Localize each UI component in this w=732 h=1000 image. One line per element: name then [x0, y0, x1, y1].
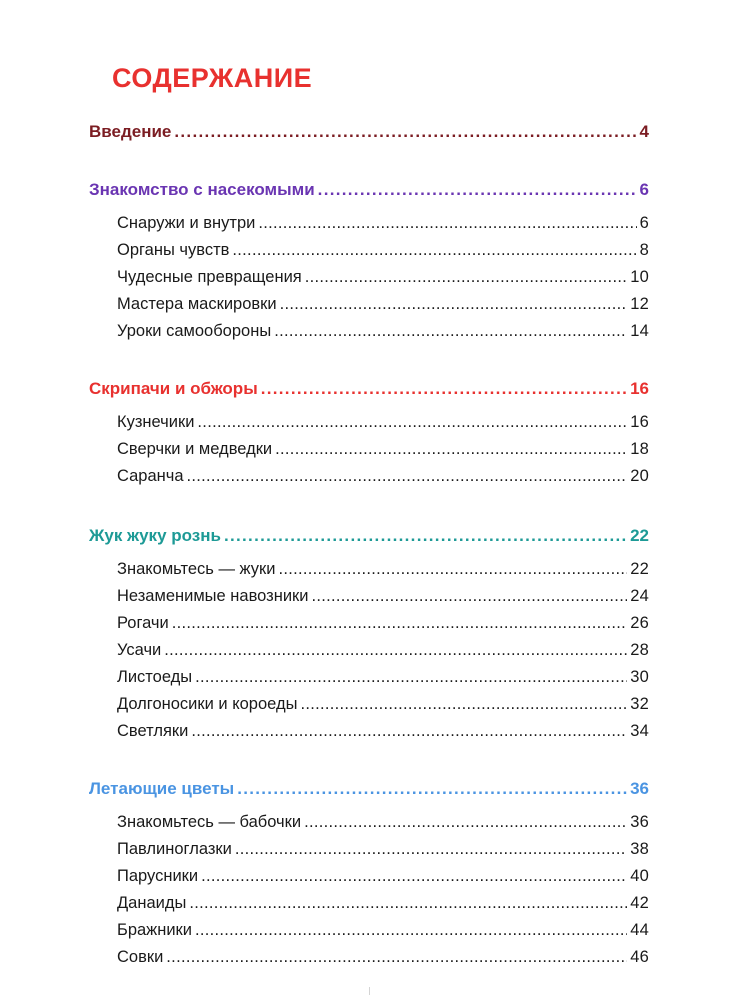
dot-leader — [311, 583, 627, 610]
dot-leader — [174, 112, 636, 152]
toc-entry[interactable] — [89, 436, 649, 463]
toc-heading-page: 22 — [630, 526, 649, 545]
dot-leader — [189, 890, 627, 917]
toc-entry[interactable] — [89, 210, 649, 237]
toc-entry-page: 24 — [630, 587, 649, 605]
toc-heading-row[interactable] — [89, 112, 649, 152]
toc-entry-label: Долгоносики и короеды — [117, 695, 298, 713]
toc-heading-label: Введение — [89, 122, 172, 141]
toc-heading-page: 16 — [630, 379, 649, 398]
dot-leader — [172, 610, 627, 637]
toc-entry-page: 40 — [630, 867, 649, 885]
dot-leader — [201, 863, 627, 890]
toc-entry-page: 32 — [630, 695, 649, 713]
toc-entry-label: Бражники — [117, 921, 192, 939]
toc-entry-page: 8 — [639, 241, 649, 259]
toc-entry[interactable] — [89, 691, 649, 718]
toc-entry-label: Листоеды — [117, 668, 193, 686]
toc-section-crickets — [89, 369, 649, 490]
toc-heading-row[interactable] — [89, 769, 649, 809]
dot-leader — [300, 691, 627, 718]
toc-entry[interactable] — [89, 583, 649, 610]
toc-entry-label: Светляки — [117, 722, 189, 740]
dot-leader — [278, 556, 627, 583]
toc-entry-label: Органы чувств — [117, 241, 230, 259]
toc-heading-page: 6 — [639, 180, 649, 199]
toc-entry[interactable] — [89, 890, 649, 917]
dot-leader — [195, 664, 627, 691]
toc-entry-page: 12 — [630, 295, 649, 313]
toc-entry-label: Усачи — [117, 641, 162, 659]
dot-leader — [274, 318, 627, 345]
toc-entry[interactable] — [89, 610, 649, 637]
page-edge-mark — [369, 987, 370, 995]
toc-entry[interactable] — [89, 944, 649, 971]
toc-entry-page: 26 — [630, 614, 649, 632]
toc-entry-page: 34 — [630, 722, 649, 740]
toc-entry-page: 18 — [630, 440, 649, 458]
toc-entry-page: 22 — [630, 560, 649, 578]
toc-entry-page: 30 — [630, 668, 649, 686]
dot-leader — [166, 944, 627, 971]
toc-entry[interactable] — [89, 863, 649, 890]
toc-heading-label: Летающие цветы — [89, 779, 235, 798]
toc-heading-row[interactable] — [89, 170, 649, 210]
toc-entry[interactable] — [89, 664, 649, 691]
dot-leader — [235, 836, 627, 863]
toc-entry[interactable] — [89, 264, 649, 291]
toc-entry-page: 46 — [630, 948, 649, 966]
dot-leader — [191, 718, 627, 745]
toc-entry-label: Незаменимые навозники — [117, 587, 309, 605]
toc-entry-page: 6 — [639, 214, 649, 232]
dot-leader — [261, 369, 627, 409]
toc-section-butterflies — [89, 769, 649, 971]
toc-entry-label: Чудесные превращения — [117, 268, 302, 286]
toc-entry[interactable] — [89, 291, 649, 318]
toc-entry[interactable] — [89, 237, 649, 264]
toc-entry-label: Снаружи и внутри — [117, 214, 256, 232]
dot-leader — [318, 170, 637, 210]
toc-section-beetles — [89, 516, 649, 745]
toc-entry-page: 44 — [630, 921, 649, 939]
toc-entry[interactable] — [89, 718, 649, 745]
dot-leader — [305, 264, 628, 291]
dot-leader — [224, 516, 627, 556]
dot-leader — [197, 409, 627, 436]
toc-entry-page: 16 — [630, 413, 649, 431]
dot-leader — [258, 210, 636, 237]
toc-entry[interactable] — [89, 556, 649, 583]
toc-entry[interactable] — [89, 637, 649, 664]
toc-heading-row[interactable] — [89, 369, 649, 409]
toc-heading-label: Знакомство с насекомыми — [89, 180, 315, 199]
toc-heading-page: 4 — [639, 122, 649, 141]
toc-entry-label: Павлиноглазки — [117, 840, 232, 858]
toc-entry-page: 20 — [630, 467, 649, 485]
toc-entry[interactable] — [89, 409, 649, 436]
page-title: СОДЕРЖАНИЕ — [112, 63, 313, 93]
toc-entry-label: Кузнечики — [117, 413, 195, 431]
toc-entry-page: 38 — [630, 840, 649, 858]
toc-heading-row[interactable] — [89, 516, 649, 556]
toc-entry-page: 36 — [630, 813, 649, 831]
toc-entry-label: Данаиды — [117, 894, 187, 912]
toc-entry[interactable] — [89, 917, 649, 944]
toc-entry-label: Парусники — [117, 867, 199, 885]
toc-heading-label: Скрипачи и обжоры — [89, 379, 258, 398]
toc-entry-label: Саранча — [117, 467, 184, 485]
toc-entry-page: 42 — [630, 894, 649, 912]
toc-entry-page: 14 — [630, 322, 649, 340]
toc-entry-label: Мастера маскировки — [117, 295, 277, 313]
toc-entry[interactable] — [89, 809, 649, 836]
toc-entry[interactable] — [89, 318, 649, 345]
toc-entry-label: Знакомьтесь — жуки — [117, 560, 276, 578]
toc-section-intro — [89, 112, 649, 152]
dot-leader — [304, 809, 627, 836]
dot-leader — [195, 917, 627, 944]
toc-entry-page: 28 — [630, 641, 649, 659]
dot-leader — [237, 769, 627, 809]
table-of-contents — [89, 112, 649, 971]
toc-heading-label: Жук жуку рознь — [89, 526, 221, 545]
toc-section-insects — [89, 170, 649, 345]
toc-heading-page: 36 — [630, 779, 649, 798]
dot-leader — [164, 637, 627, 664]
dot-leader — [275, 436, 627, 463]
dot-leader — [232, 237, 636, 264]
toc-entry-label: Совки — [117, 948, 164, 966]
toc-entry[interactable] — [89, 463, 649, 490]
toc-entry[interactable] — [89, 836, 649, 863]
dot-leader — [187, 463, 628, 490]
toc-entry-label: Рогачи — [117, 614, 169, 632]
toc-entry-label: Уроки самообороны — [117, 322, 272, 340]
toc-entry-page: 10 — [630, 268, 649, 286]
dot-leader — [280, 291, 628, 318]
toc-entry-label: Знакомьтесь — бабочки — [117, 813, 302, 831]
toc-entry-label: Сверчки и медведки — [117, 440, 273, 458]
